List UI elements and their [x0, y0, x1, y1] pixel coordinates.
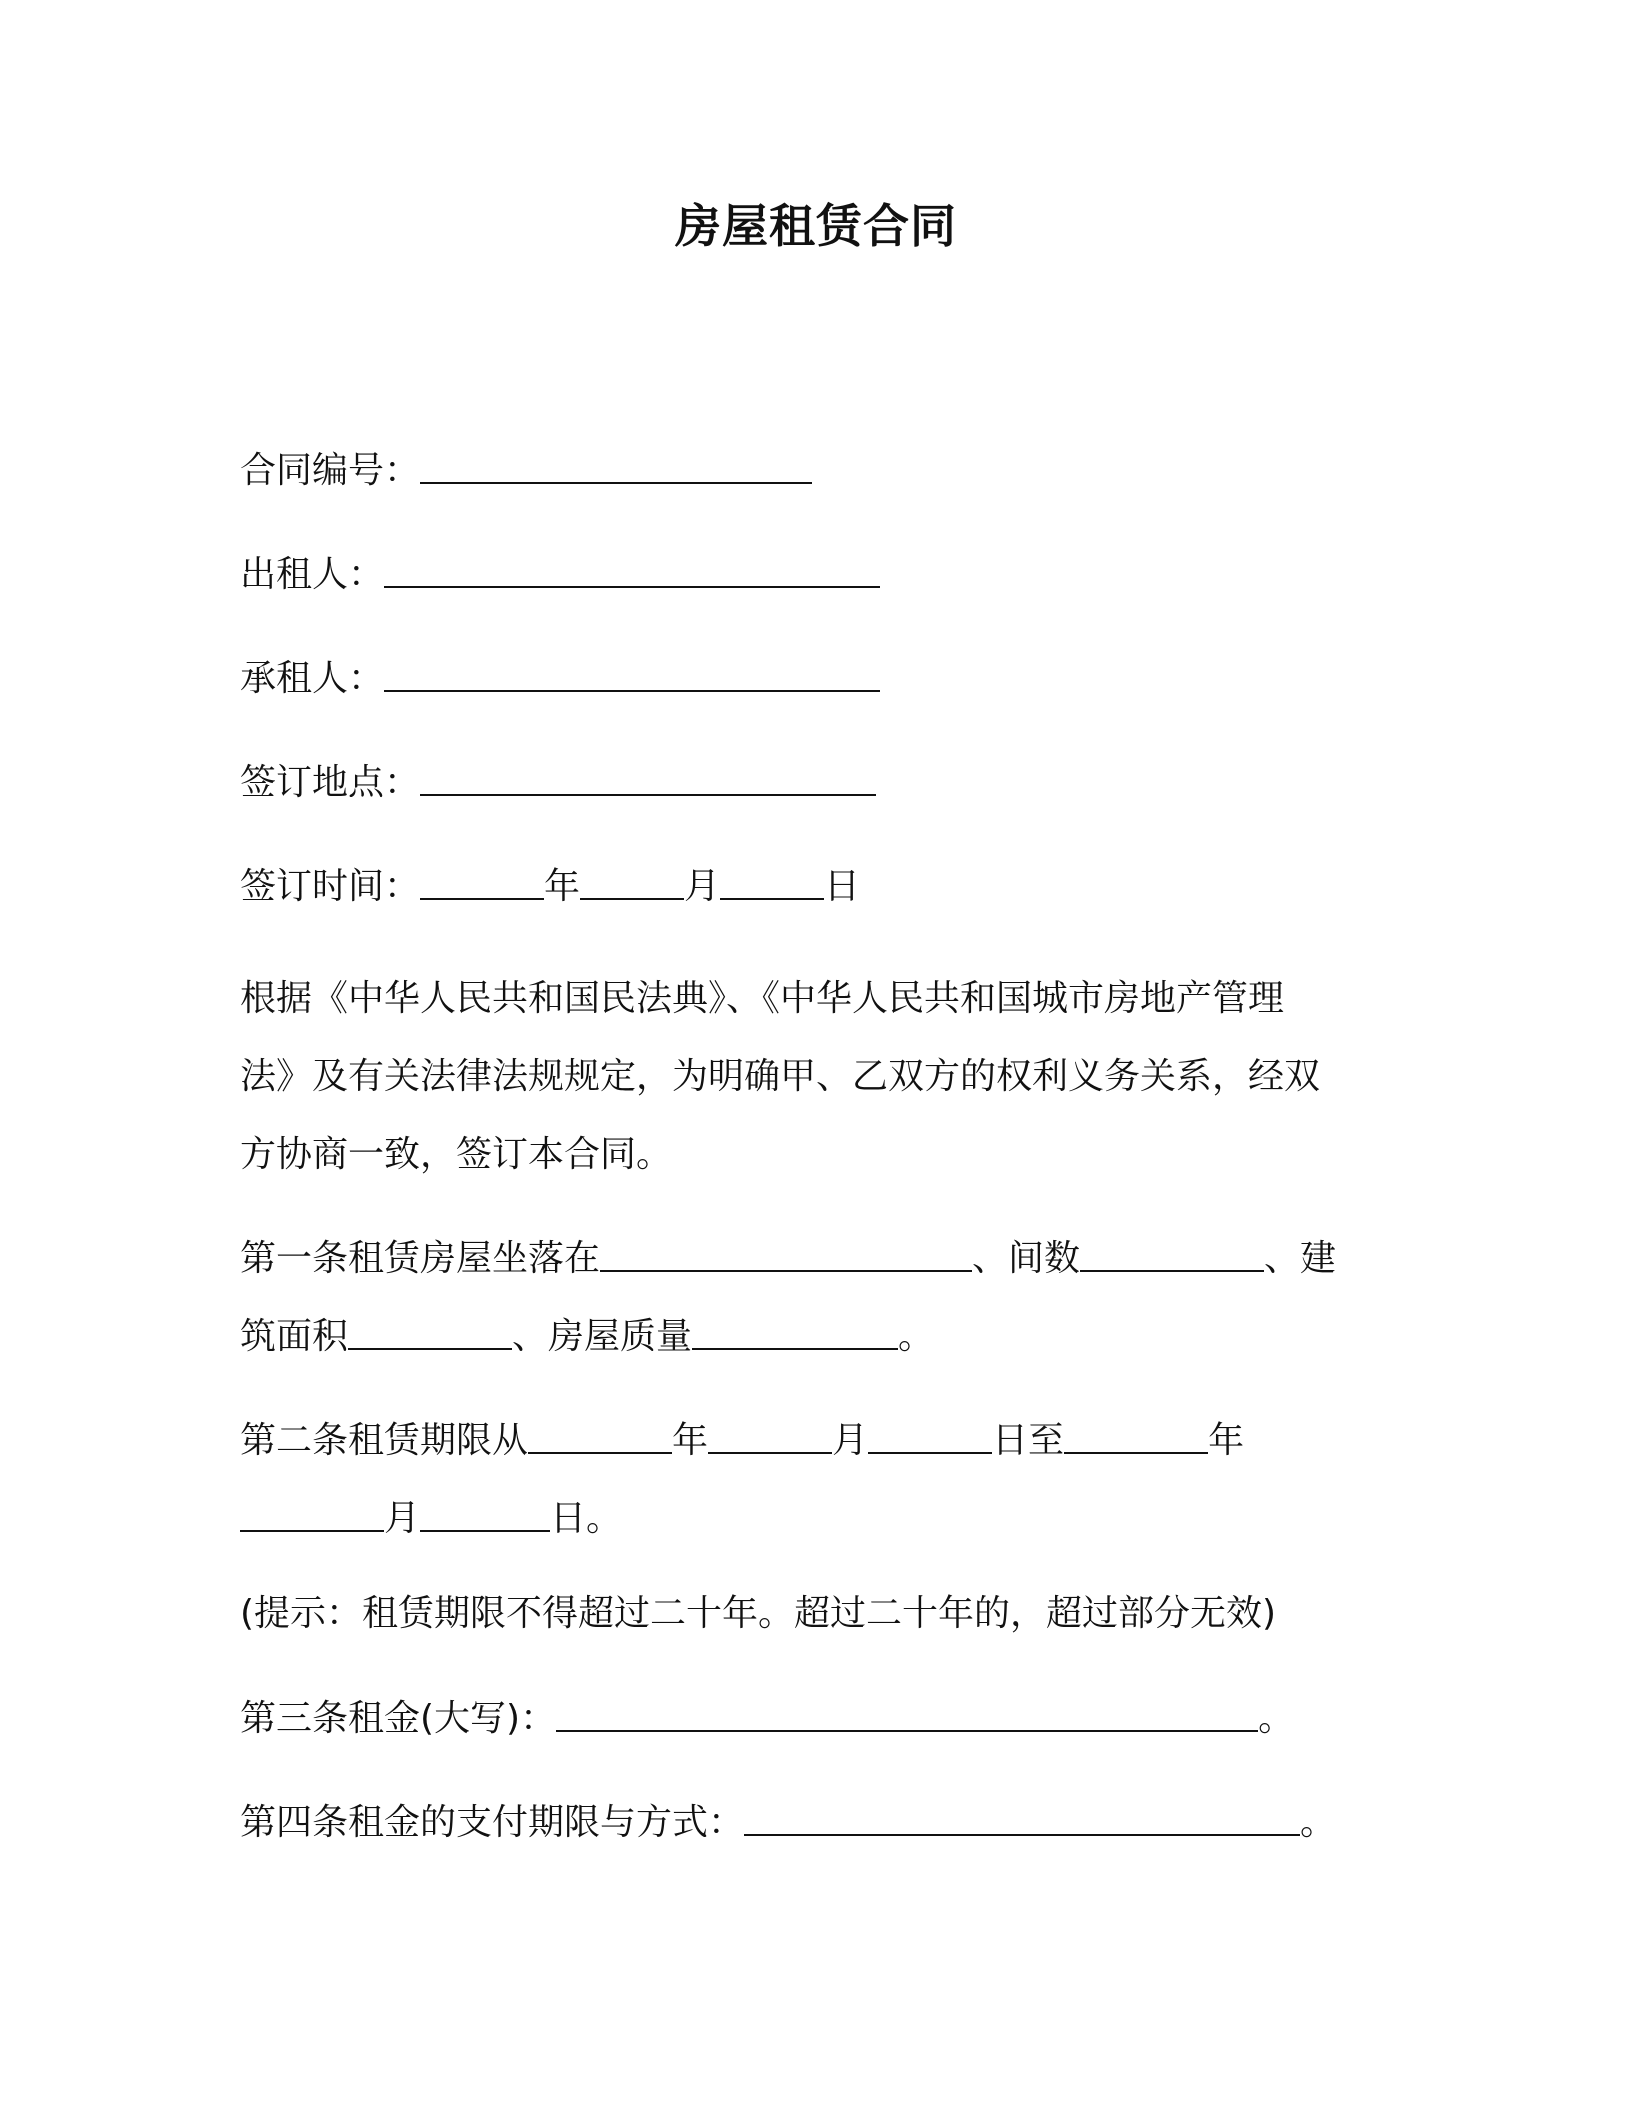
day-to-label: 日至	[992, 1420, 1065, 1461]
article-4-end: 。	[1300, 1802, 1337, 1843]
end-day-blank[interactable]	[420, 1490, 550, 1532]
build-label: 、建	[1264, 1238, 1337, 1279]
end-year-blank[interactable]	[1064, 1412, 1208, 1454]
article-1	[240, 1220, 1400, 1376]
sign-year-blank[interactable]	[420, 858, 544, 900]
lessor-label: 出租人：	[240, 554, 385, 595]
payment-terms-blank[interactable]	[744, 1794, 1300, 1836]
term-note: (提示：租赁期限不得超过二十年。超过二十年的，超过部分无效)	[240, 1593, 1277, 1634]
area-blank[interactable]	[348, 1308, 512, 1350]
article-3-label: 第三条租金(大写)：	[240, 1698, 557, 1739]
lessor-line	[240, 544, 1400, 648]
intro-paragraph	[240, 960, 1400, 1194]
article-1-line-2	[240, 1298, 1400, 1376]
start-year-label: 年	[672, 1420, 709, 1461]
start-month-label: 月	[832, 1420, 869, 1461]
sign-place-label: 签订地点：	[240, 762, 421, 803]
sign-place-blank[interactable]	[420, 754, 876, 796]
rooms-label: 、间数	[972, 1238, 1081, 1279]
sign-month-blank[interactable]	[580, 858, 684, 900]
intro-line: 法》及有关法律法规规定，为明确甲、乙双方的权利义务关系，经双	[240, 1056, 1321, 1097]
sign-year-label: 年	[544, 866, 581, 907]
start-month-blank[interactable]	[708, 1412, 832, 1454]
end-year-label: 年	[1208, 1420, 1245, 1461]
end-month-blank[interactable]	[240, 1490, 384, 1532]
start-day-blank[interactable]	[868, 1412, 992, 1454]
area-label: 筑面积	[240, 1316, 349, 1357]
rooms-blank[interactable]	[1080, 1230, 1264, 1272]
rent-amount-blank[interactable]	[556, 1690, 1258, 1732]
contract-body	[240, 440, 1400, 1896]
contract-number-blank[interactable]	[420, 442, 812, 484]
sign-day-blank[interactable]	[720, 858, 824, 900]
lessee-label: 承租人：	[240, 658, 385, 699]
location-blank[interactable]	[600, 1230, 972, 1272]
quality-blank[interactable]	[692, 1308, 898, 1350]
end-day-label: 日。	[550, 1498, 623, 1539]
sign-time-line	[240, 856, 1400, 960]
article-3-end: 。	[1258, 1698, 1295, 1739]
end-month-label: 月	[384, 1498, 421, 1539]
intro-line: 根据《中华人民共和国民法典》、《中华人民共和国城市房地产管理	[240, 978, 1285, 1019]
article-2	[240, 1402, 1400, 1558]
article-1-line-1	[240, 1220, 1400, 1298]
article-4-label: 第四条租金的支付期限与方式：	[240, 1802, 745, 1843]
lessee-line	[240, 648, 1400, 752]
sign-place-line	[240, 752, 1400, 856]
contract-number-label: 合同编号：	[240, 450, 421, 491]
article-2-line-1	[240, 1402, 1400, 1480]
article-4	[240, 1792, 1400, 1896]
start-year-blank[interactable]	[528, 1412, 672, 1454]
quality-label: 、房屋质量	[512, 1316, 693, 1357]
document-title: 房屋租赁合同	[675, 199, 957, 253]
article-1-end: 。	[898, 1316, 935, 1357]
sign-month-label: 月	[684, 866, 721, 907]
intro-line: 方协商一致，签订本合同。	[240, 1134, 673, 1175]
article-1-prefix: 第一条租赁房屋坐落在	[240, 1238, 601, 1279]
lessor-blank[interactable]	[384, 546, 880, 588]
article-3	[240, 1688, 1400, 1792]
contract-number-line	[240, 440, 1400, 544]
article-2-line-2	[240, 1480, 1400, 1558]
lessee-blank[interactable]	[384, 650, 880, 692]
sign-time-label: 签订时间：	[240, 866, 421, 907]
article-2-prefix: 第二条租赁期限从	[240, 1420, 529, 1461]
sign-day-label: 日	[824, 866, 861, 907]
